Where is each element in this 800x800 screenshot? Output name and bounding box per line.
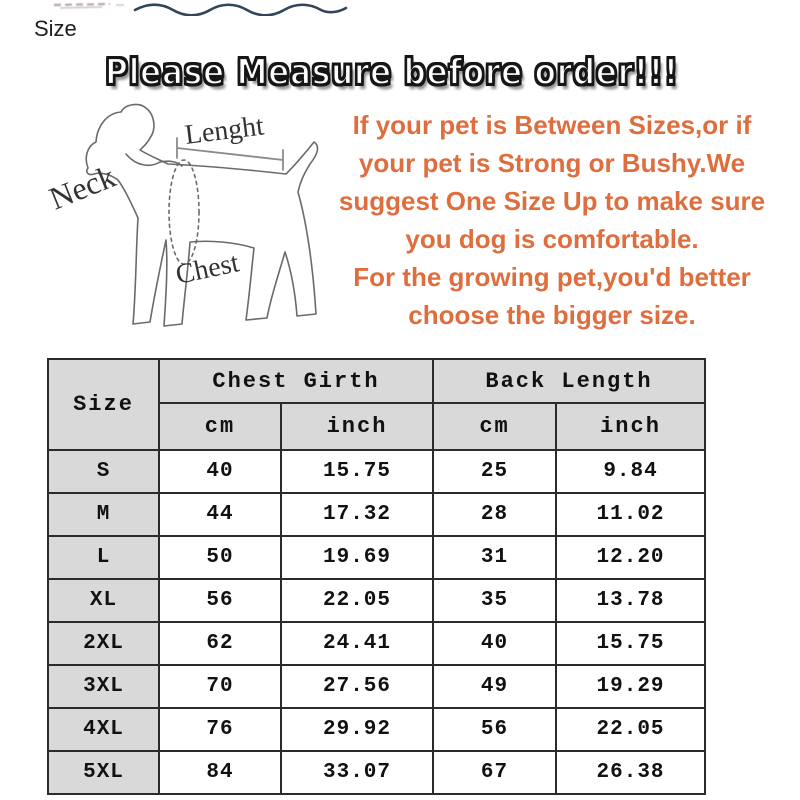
back-inch-cell: 19.29 — [556, 665, 705, 708]
back-inch-cell: 12.20 — [556, 536, 705, 579]
table-row — [48, 450, 705, 493]
table-row — [48, 751, 705, 794]
chest-cm-cell: 62 — [159, 622, 281, 665]
col-header-back-cm: cm — [433, 403, 556, 450]
back-cm-cell: 35 — [433, 579, 556, 622]
chest-inch-cell: 19.69 — [281, 536, 433, 579]
size-cell: S — [48, 450, 159, 493]
size-cell: XL — [48, 579, 159, 622]
back-cm-cell: 56 — [433, 708, 556, 751]
chest-cm-cell: 40 — [159, 450, 281, 493]
chest-cm-cell: 70 — [159, 665, 281, 708]
chest-inch-cell: 17.32 — [281, 493, 433, 536]
chest-cm-cell: 76 — [159, 708, 281, 751]
back-inch-cell: 26.38 — [556, 751, 705, 794]
dog-measurement-diagram — [28, 98, 338, 343]
table-row — [48, 708, 705, 751]
chest-inch-cell: 24.41 — [281, 622, 433, 665]
top-smudge-mark — [52, 1, 130, 11]
sizing-advice-text — [318, 106, 786, 334]
size-cell: M — [48, 493, 159, 536]
table-row — [48, 665, 705, 708]
table-row — [48, 579, 705, 622]
chest-inch-cell: 27.56 — [281, 665, 433, 708]
size-table — [47, 358, 706, 795]
col-header-back-length: Back Length — [433, 359, 705, 403]
table-row — [48, 536, 705, 579]
page-title: Please Measure before order!!! — [105, 52, 679, 93]
chest-cm-cell: 50 — [159, 536, 281, 579]
back-cm-cell: 31 — [433, 536, 556, 579]
advice-line: you dog is comfortable. — [405, 224, 699, 254]
chest-inch-cell: 29.92 — [281, 708, 433, 751]
back-inch-cell: 22.05 — [556, 708, 705, 751]
col-header-back-inch: inch — [556, 403, 705, 450]
back-cm-cell: 28 — [433, 493, 556, 536]
table-row — [48, 622, 705, 665]
chest-inch-cell: 33.07 — [281, 751, 433, 794]
advice-line: suggest One Size Up to make sure — [338, 186, 766, 216]
back-cm-cell: 40 — [433, 622, 556, 665]
col-header-chest-girth: Chest Girth — [159, 359, 433, 403]
col-header-size: Size — [48, 359, 159, 450]
advice-line: For the growing pet,you'd better — [353, 262, 751, 292]
size-cell: L — [48, 536, 159, 579]
chest-cm-cell: 44 — [159, 493, 281, 536]
section-label-size: Size — [34, 16, 77, 41]
chest-inch-cell: 15.75 — [281, 450, 433, 493]
col-header-chest-inch: inch — [281, 403, 433, 450]
chest-label: Chest — [173, 247, 242, 291]
size-cell: 4XL — [48, 708, 159, 751]
back-inch-cell: 9.84 — [556, 450, 705, 493]
back-cm-cell: 67 — [433, 751, 556, 794]
size-cell: 3XL — [48, 665, 159, 708]
table-row — [48, 493, 705, 536]
back-inch-cell: 15.75 — [556, 622, 705, 665]
advice-line: your pet is Strong or Bushy.We — [358, 148, 746, 178]
advice-line: If your pet is Between Sizes,or if — [352, 110, 752, 140]
back-cm-cell: 49 — [433, 665, 556, 708]
chest-cm-cell: 84 — [159, 751, 281, 794]
back-inch-cell: 13.78 — [556, 579, 705, 622]
col-header-chest-cm: cm — [159, 403, 281, 450]
back-inch-cell: 11.02 — [556, 493, 705, 536]
chest-girth-ellipse — [169, 160, 199, 264]
dog-collar-line — [126, 154, 160, 165]
chest-inch-cell: 22.05 — [281, 579, 433, 622]
size-cell: 5XL — [48, 751, 159, 794]
wavy-divider-line — [133, 2, 349, 16]
advice-line: choose the bigger size. — [408, 300, 696, 330]
size-cell: 2XL — [48, 622, 159, 665]
length-label: Lenght — [183, 110, 266, 151]
neck-label: Neck — [44, 157, 121, 217]
back-cm-cell: 25 — [433, 450, 556, 493]
chest-cm-cell: 56 — [159, 579, 281, 622]
